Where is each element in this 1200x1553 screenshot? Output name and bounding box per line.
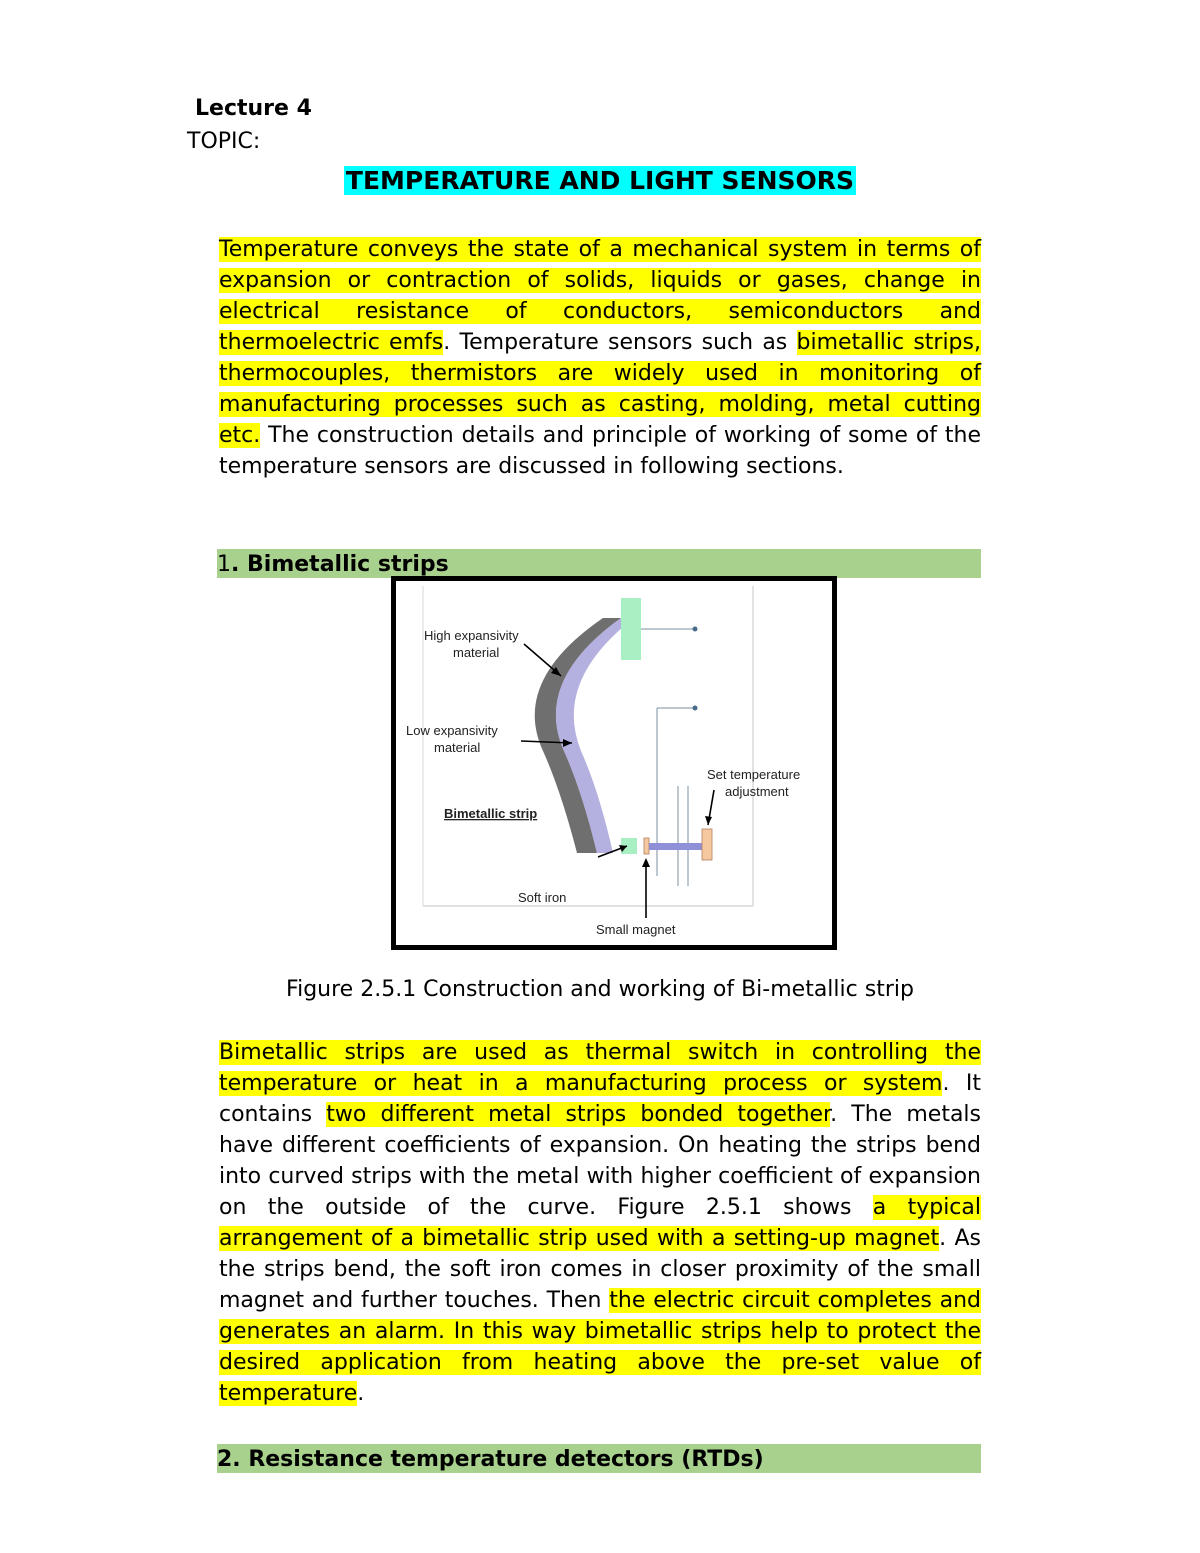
set-temperature-screw — [702, 829, 712, 860]
small-magnet — [644, 838, 649, 854]
document-title: TEMPERATURE AND LIGHT SENSORS — [345, 166, 855, 195]
highlight: the electric circuit completes and generates an alarm. In this way bimetallic strips help to protect the desired application from heating above the pre-set value of temperature — [219, 1288, 981, 1406]
highlight: two different metal strips bonded together — [326, 1102, 831, 1127]
label-low-expansivity-2: material — [434, 740, 481, 755]
label-high-expansivity-2: material — [453, 645, 500, 660]
figure-caption: Figure 2.5.1 Construction and working of Bi-metallic strip — [286, 977, 914, 1002]
section-heading-bimetallic: 1. Bimetallic strips — [217, 549, 981, 578]
top-contact-block — [621, 598, 641, 660]
label-soft-iron: Soft iron — [518, 890, 567, 905]
label-set-temperature: Set temperature — [707, 767, 801, 782]
label-set-temperature-2: adjustment — [725, 784, 789, 799]
label-low-expansivity: Low expansivity — [406, 723, 498, 738]
label-high-expansivity: High expansivity — [424, 628, 519, 643]
section-heading-rtd: 2. Resistance temperature detectors (RTDs) — [217, 1444, 981, 1473]
topic-label: TOPIC: — [187, 129, 261, 154]
lecture-number: Lecture 4 — [195, 96, 312, 121]
label-small-magnet: Small magnet — [596, 922, 676, 937]
highlight: Bimetallic strips are used as thermal switch in controlling the temperature or heat in a manufacturing process or system — [219, 1040, 981, 1096]
highlight: bimetallic strips, thermocouples, thermistors are widely used in monitoring of manufacturing processes such as casting, molding, metal cutting etc. — [219, 330, 981, 448]
highlight: Temperature conveys the state of a mechanical system in terms of expansion or contraction of solids, liquids or gases, change in electrical resistance of conductors, semiconductors and thermoelectric emfs — [219, 237, 981, 355]
bimetallic-strip-figure — [391, 576, 837, 950]
intro-paragraph: Temperature conveys the state of a mechanical system in terms of expansion or contraction of solids, liquids or gases, change in electrical resistance of conductors, semiconductors and thermoelectric emfs. Temperature sensors such as bimetallic strips, thermocouples, thermistors are widely used in monitoring of manufacturing processes such as casting, molding, metal cutting etc. The construction details and principle of working of some of the temperature sensors are discussed in following sections. — [219, 237, 981, 479]
highlight: a typical arrangement of a bimetallic strip used with a setting-up magnet — [219, 1195, 981, 1251]
adjustment-rod — [649, 843, 703, 850]
bimetallic-paragraph: Bimetallic strips are used as thermal switch in controlling the temperature or heat in a manufacturing process or system. It contains two different metal strips bonded together. The metals have different coefficients of expansion. On heating the strips bend into curved strips with the metal with higher coefficient of expansion on the outside of the curve. Figure 2.5.1 shows a typical arrangement of a bimetallic strip used with a setting-up magnet. As the strips bend, the soft iron comes in closer proximity of the small magnet and further touches. Then the electric circuit completes and generates an alarm. In this way bimetallic strips help to protect the desired application from heating above the pre-set value of temperature. — [219, 1040, 981, 1406]
label-bimetallic-strip: Bimetallic strip — [444, 806, 538, 821]
